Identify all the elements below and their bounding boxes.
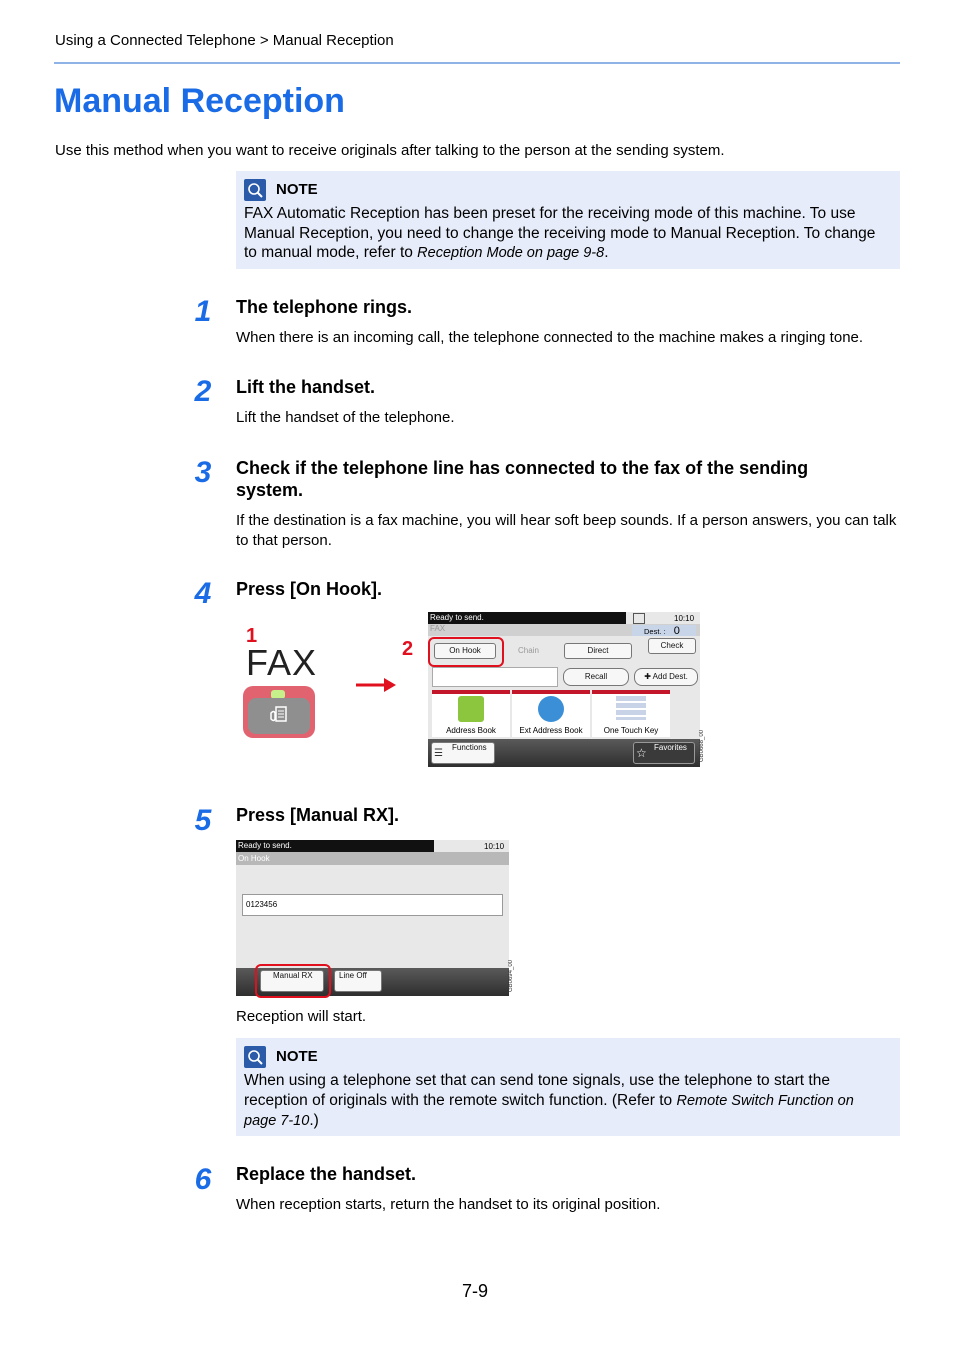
one-touch-icon	[616, 696, 646, 720]
direct-button[interactable]: Direct	[564, 643, 632, 659]
breadcrumb: Using a Connected Telephone > Manual Reception	[55, 32, 394, 49]
dest-count: 0	[673, 625, 680, 637]
note-box	[236, 171, 900, 269]
plus-icon: ✚	[644, 672, 653, 681]
step-heading: The telephone rings.	[236, 297, 413, 317]
star-icon: ☆	[636, 746, 647, 760]
one-touch-key-button[interactable]: One Touch Key	[592, 690, 670, 737]
note-text: FAX Automatic Reception has been preset for the receiving mode of this machine. To use Manual Reception, you need to change the receiving mode to Manual Reception. To change to manual mode, refer to Reception Mode on page 9-8.	[244, 205, 876, 261]
fax-icon	[268, 705, 290, 727]
note-label: NOTE	[276, 1048, 318, 1066]
address-book-icon	[458, 696, 484, 722]
note-box	[236, 1038, 900, 1136]
figure-code: GB0694_00	[508, 960, 514, 993]
chain-button[interactable]: Chain	[518, 646, 539, 655]
note-reference-link[interactable]: Remote Switch Function on page 7-10	[244, 1092, 854, 1129]
clock: 10:10	[674, 614, 695, 623]
note-reference-link[interactable]: Reception Mode on page 9-8	[417, 245, 605, 261]
step-heading: Lift the handset.	[236, 377, 375, 397]
page-title: Manual Reception	[54, 82, 345, 120]
dest-label: Dest. :	[644, 627, 666, 636]
step-body: Lift the handset of the telephone.	[236, 409, 455, 426]
step-number: 2	[194, 375, 212, 408]
ext-address-book-button[interactable]: Ext Address Book	[512, 690, 590, 737]
dest-field	[632, 625, 696, 636]
figure-code: GB0668_00	[699, 730, 705, 763]
header-rule	[54, 62, 900, 64]
intro-paragraph: Use this method when you want to receive originals after talking to the person at the sending system.	[55, 142, 725, 159]
fax-key[interactable]	[243, 686, 315, 738]
functions-button[interactable]: Functions	[431, 742, 495, 764]
dest-input[interactable]	[432, 667, 558, 687]
check-button[interactable]: Check	[648, 638, 696, 654]
step-body: When there is an incoming call, the telephone connected to the machine makes a ringing tone.	[236, 329, 864, 346]
fax-key-label: FAX	[246, 642, 318, 683]
callout-2: 2	[402, 638, 414, 660]
job-icon	[633, 613, 645, 624]
address-book-button[interactable]: Address Book	[432, 690, 510, 737]
step-body: If the destination is a fax machine, you will hear soft beep sounds. If a person answers, you can talk to that person.	[236, 512, 897, 549]
globe-icon	[538, 696, 564, 722]
step-number: 5	[194, 804, 212, 837]
step-number: 1	[194, 295, 212, 328]
page-number: 7-9	[462, 1281, 489, 1301]
note-icon	[244, 179, 266, 201]
fax-key-face	[248, 698, 310, 734]
step-body: Reception will start.	[236, 1008, 367, 1025]
note-icon	[244, 1046, 266, 1068]
note-label: NOTE	[276, 181, 318, 199]
on-hook-button[interactable]: On Hook	[434, 643, 496, 659]
recall-button[interactable]: Recall	[563, 668, 629, 686]
mode-tab: FAX	[428, 624, 700, 636]
status-bar: Ready to send.	[236, 840, 434, 852]
step-body: When reception starts, return the handset to its original position.	[236, 1196, 661, 1213]
status-bar: Ready to send.	[428, 612, 626, 624]
mode-tab: On Hook	[236, 852, 509, 865]
note-text: When using a telephone set that can send tone signals, use the telephone to start the reception of originals with the remote switch function. (Refer to Remote Switch Function on page 7-10.)	[244, 1072, 854, 1129]
step-heading: Replace the handset.	[236, 1164, 417, 1184]
manual-rx-button[interactable]: Manual RX	[260, 970, 324, 992]
favorites-button[interactable]: Favorites	[633, 742, 695, 764]
fax-screen	[428, 612, 700, 767]
step-number: 6	[194, 1163, 212, 1196]
callout-1: 1	[246, 625, 258, 647]
highlight-manual-rx	[255, 964, 331, 998]
clock: 10:10	[484, 842, 505, 851]
step-heading: Press [Manual RX].	[236, 805, 400, 825]
line-off-button[interactable]: Line Off	[334, 970, 382, 992]
number-field[interactable]: 0123456	[242, 894, 503, 916]
step-heading: Check if the telephone line has connected to the fax of the sending system.	[236, 458, 809, 500]
step-number: 3	[194, 456, 212, 489]
step-number: 4	[194, 577, 212, 610]
add-dest-button[interactable]: ✚ Add Dest.	[634, 668, 698, 686]
list-icon: ☰	[434, 748, 443, 759]
arrow-right-icon	[356, 676, 396, 694]
highlight-on-hook	[428, 637, 504, 667]
step-heading: Press [On Hook].	[236, 579, 383, 599]
